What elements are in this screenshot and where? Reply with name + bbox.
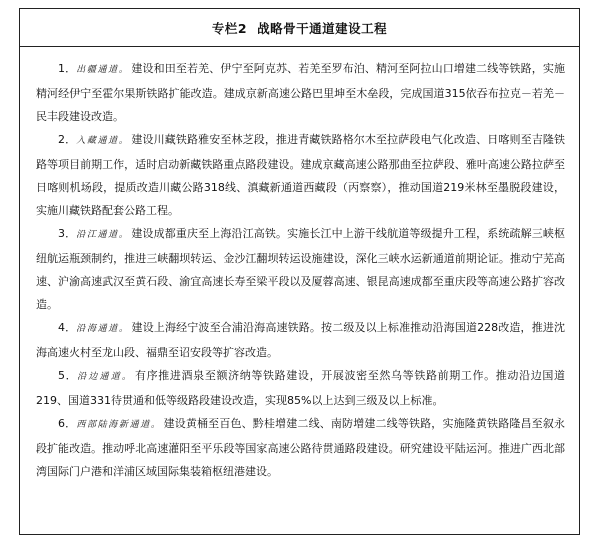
column-content: [20, 47, 579, 483]
item-lead: 沿边通道。: [77, 372, 133, 382]
project-item-outbound-xinjiang: [36, 57, 565, 128]
item-index: 3．: [58, 227, 77, 240]
item-text: 建设上海经宁波至合浦沿海高速铁路。按二级及以上标准推动沿海国道228改造，推进沈海高速火村至龙山段、福鼎至诏安段等扩容改造。: [36, 321, 565, 359]
item-index: 6．: [58, 417, 77, 430]
column-title-text: 战略骨干通道建设工程: [257, 20, 388, 36]
item-lead: 入藏通道。: [76, 136, 130, 146]
column-box: [19, 8, 580, 535]
project-item-western-land-sea: [36, 412, 565, 483]
item-text: 建设成都重庆至上海沿江高铁。实施长江中上游干线航道等级提升工程，系统疏解三峡枢纽航运瓶颈制约，推进三峡翻坝转运、金沙江翻坝转运设施建设，深化三峡水运新通道前期论证。推动宁芜高速、沪渝高速武汉至黄石段、渝宜高速长寿至梁平段以及厦蓉高速、银昆高速成都至重庆段等高速公路扩容改造。: [36, 227, 566, 311]
column-number: 专栏2: [211, 20, 248, 36]
item-index: 5．: [58, 369, 78, 382]
project-item-border: [36, 364, 565, 412]
item-lead: 西部陆海新通道。: [76, 420, 162, 430]
item-index: 1．: [58, 62, 77, 75]
item-text: 建设黄桶至百色、黔桂增建二线、南防增建二线等铁路，实施隆黄铁路隆昌至叙永段扩能改造。推动呼北高速灌阳至平乐段等国家高速公路待贯通路段建设。研究建设平陆运河。推进广西北部湾国际门户港和洋浦区域国际集装箱枢纽港建设。: [36, 417, 565, 478]
item-index: 4．: [58, 321, 77, 334]
item-lead: 出疆通道。: [76, 65, 130, 75]
item-text: 建设川藏铁路雅安至林芝段，推进青藏铁路格尔木至拉萨段电气化改造、日喀则至吉隆铁路等项目前期工作，适时启动新藏铁路重点路段建设。建成京藏高速公路那曲至拉萨段、雅叶高速公路拉萨至日喀则机场段，提质改造川藏公路318线、滇藏新通道西藏段（丙察察），推动国道219米林至墨脱段建设，实施川藏铁路配套公路工程。: [36, 133, 566, 217]
item-text: 建设和田至若羌、伊宁至阿克苏、若羌至罗布泊、精河至阿拉山口增建二线等铁路，实施精河经伊宁至霍尔果斯铁路扩能改造。建成京新高速公路巴里坤至木垒段，完成国道315依吞布拉克－若羌－民丰段建设改造。: [36, 62, 566, 123]
project-item-into-tibet: [36, 128, 565, 222]
project-item-along-river: [36, 222, 565, 316]
item-lead: 沿海通道。: [76, 324, 130, 334]
item-lead: 沿江通道。: [76, 230, 130, 240]
column-title: [20, 9, 579, 47]
project-item-coastal: [36, 316, 565, 364]
item-index: 2．: [58, 133, 77, 146]
item-text: 有序推进酒泉至额济纳等铁路建设，开展波密至然乌等铁路前期工作。推动沿边国道219、国道331待贯通和低等级路段建设改造，实现85%以上达到三级及以上标准。: [36, 369, 565, 407]
